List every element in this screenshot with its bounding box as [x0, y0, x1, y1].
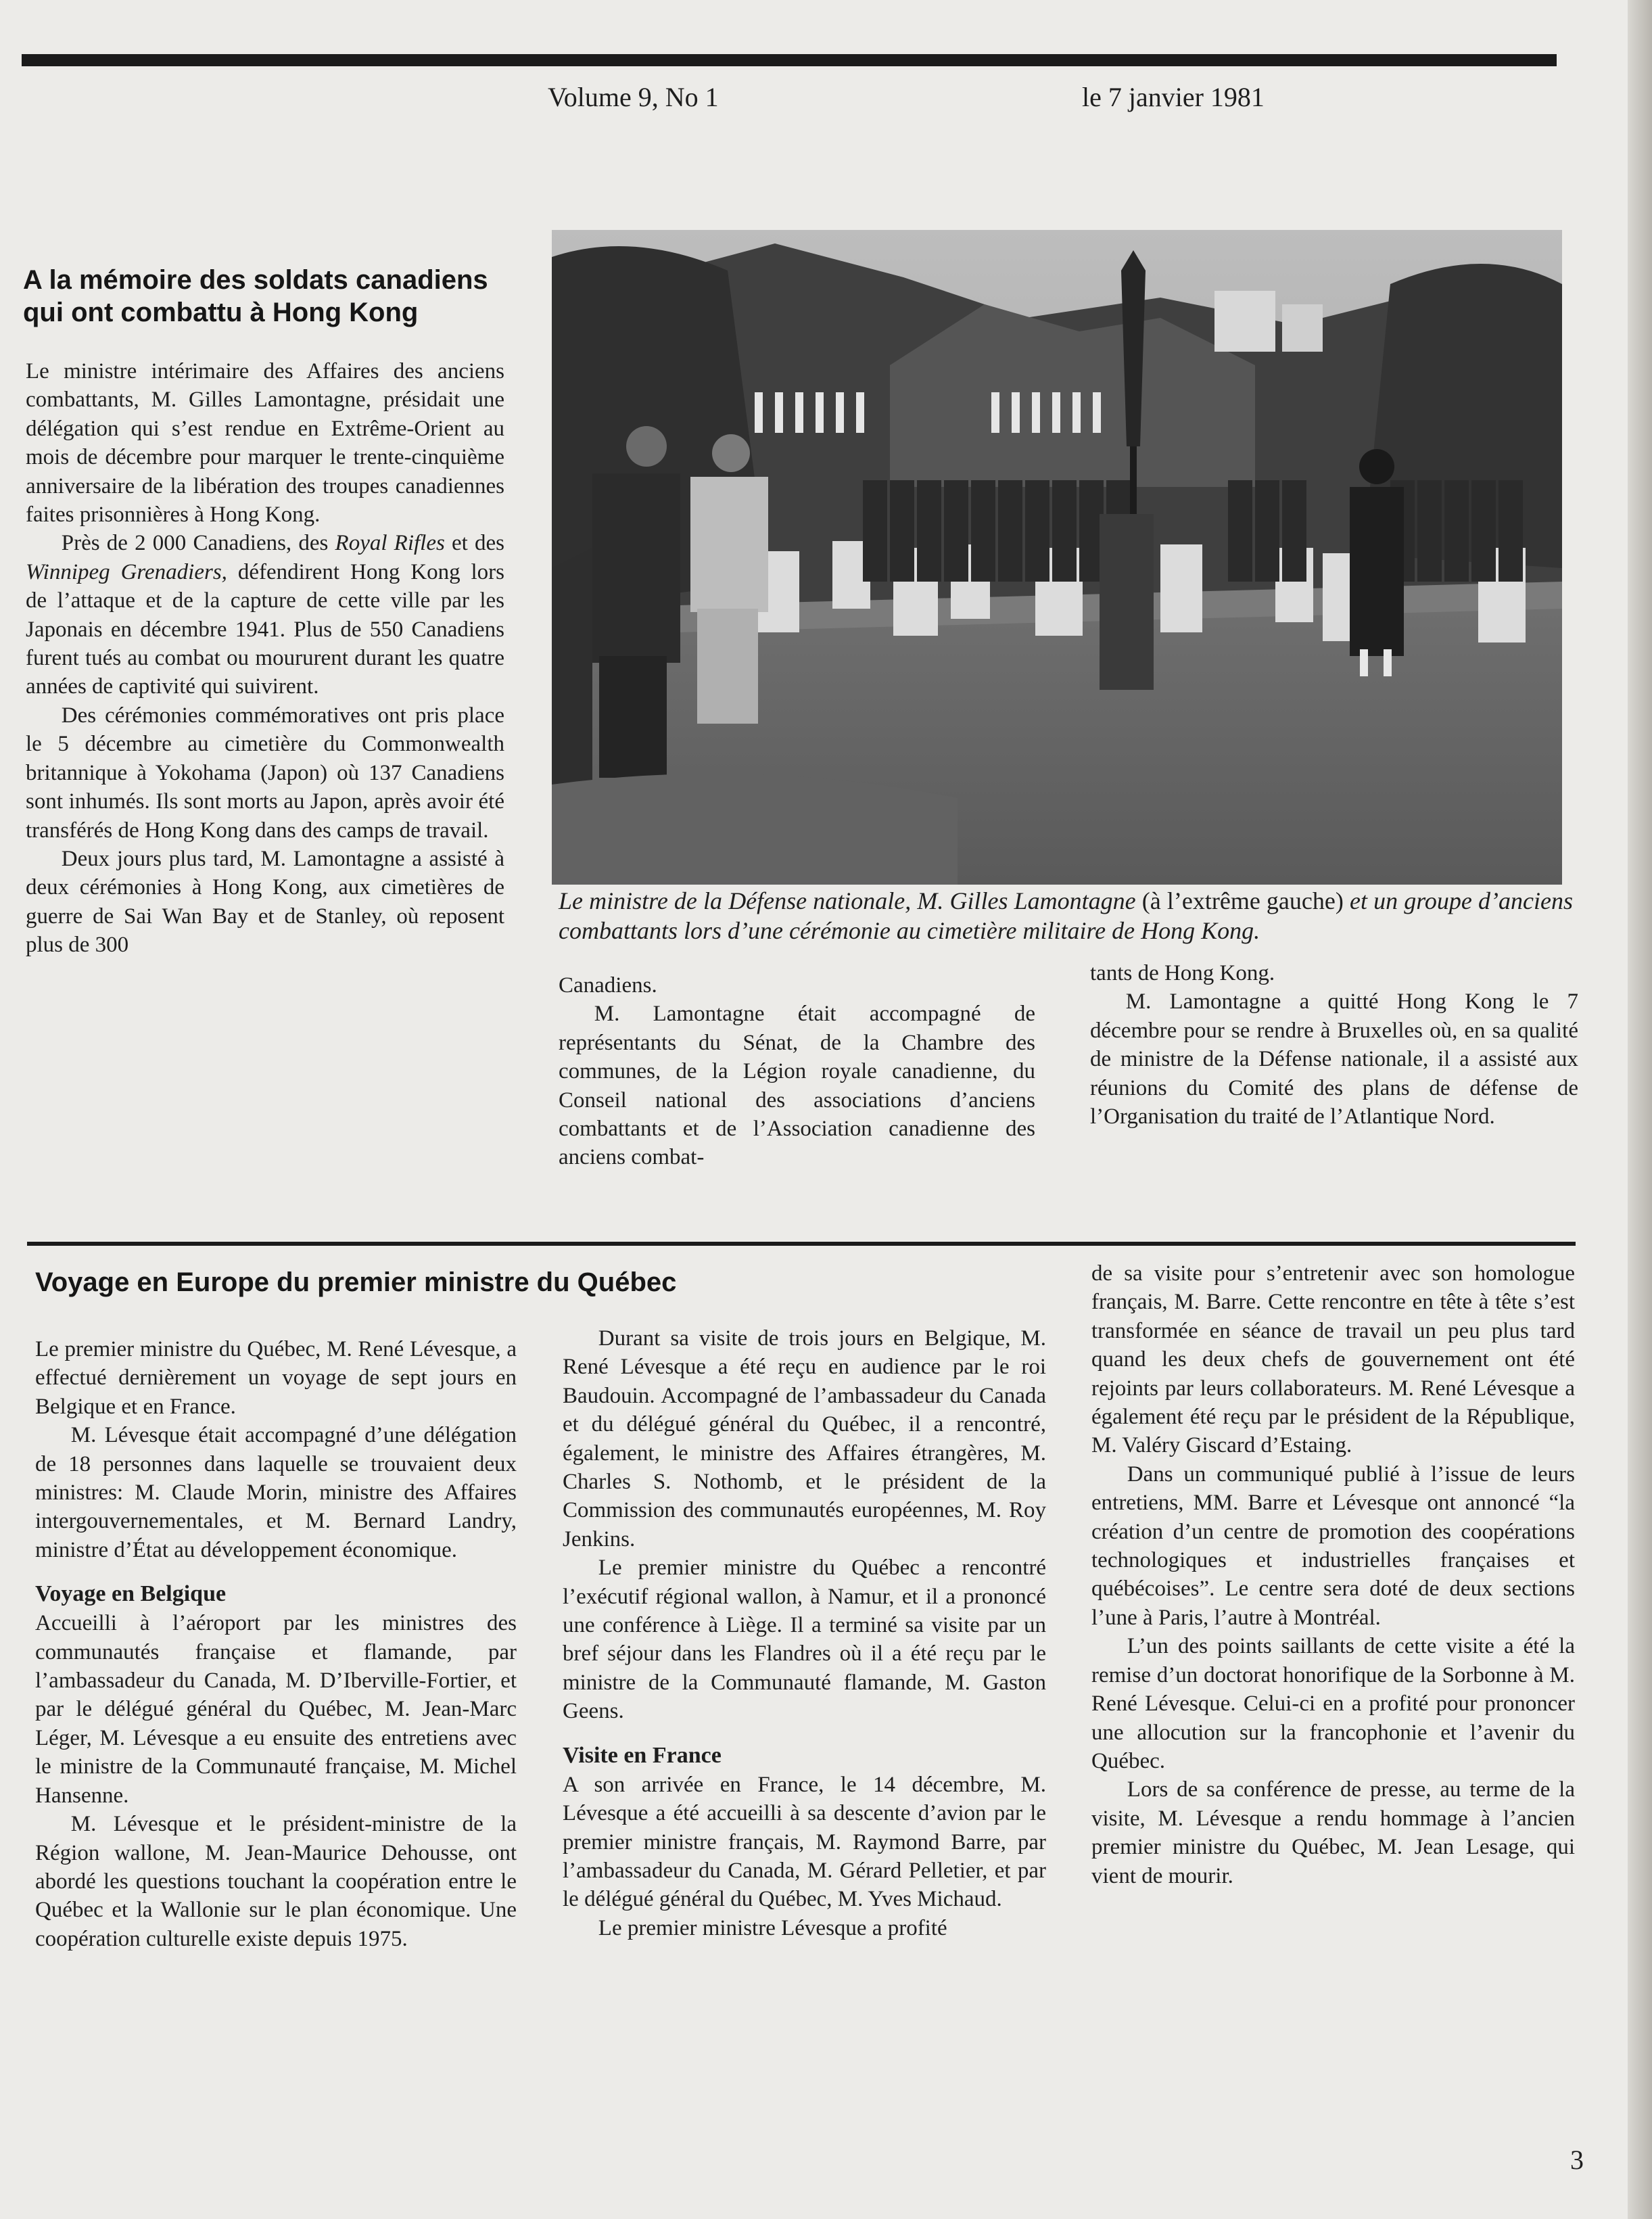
article-1-column-2: [559, 971, 1035, 1172]
article-1-headline: A la mémoire des soldats canadiens qui ont combattu à Hong Kong: [23, 265, 488, 327]
paragraph: M. Lévesque était accompagné d’une délégation de 18 personnes dans laquelle se trouvaient deux ministres: M. Claude Morin, ministre des Affaires intergouvernementales, et M. Bernard Landry, ministre d’État au développement économique.: [35, 1423, 517, 1562]
article-2-column-2: [563, 1324, 1046, 1942]
paragraph: A son arrivée en France, le 14 décembre, M. Lévesque a été accueilli à sa descente d’avion par le premier ministre français, M. Raymond Barre, par l’ambassadeur du Canada, M. Gérard Pelletier, et par le délégué général du Québec, M. Yves Michaud.: [563, 1772, 1046, 1912]
paragraph: Le premier ministre du Québec a rencontré l’exécutif régional wallon, à Namur, et il a prononcé une conférence à Liège. Il a terminé sa visite par un bref séjour dans les Flandres où il a été reçu par le ministre de la Communauté flamande, M. Gaston Geens.: [563, 1556, 1046, 1724]
section-rule: [27, 1242, 1576, 1246]
paragraph: L’un des points saillants de cette visite a été la remise d’un doctorat honorifique de la Sorbonne à M. René Lévesque. Celui-ci en a profité pour prononcer une allocution sur la francophonie et l’avenir du Québec.: [1091, 1634, 1575, 1773]
photo-caption: Le ministre de la Défense nationale, M. Gilles Lamontagne (à l’extrême gauche) et un groupe d’anciens combattants lors d’une cérémonie au cimetière militaire de Hong Kong.: [559, 887, 1573, 944]
paragraph: M. Lamontagne était accompagné de représentants du Sénat, de la Chambre des communes, de la Légion royale canadienne, du Conseil national des associations d’anciens combattants et de l’Association canadienne des anciens combat-: [559, 1002, 1035, 1170]
subheading: Voyage en Belgique: [35, 1581, 227, 1607]
volume-number: Volume 9, No 1: [548, 82, 719, 112]
paragraph: de sa visite pour s’entretenir avec son homologue français, M. Barre. Cette rencontre en tête à tête s’est transformée en séance de travail un peu plus tard quand les deux chefs de gouvernement ont été rejoints par leurs collaborateurs. M. René Lévesque a également été reçu par le président de la République, M. Valéry Giscard d’Estaing.: [1091, 1261, 1575, 1458]
article-2-headline: Voyage en Europe du premier ministre du Québec: [35, 1267, 677, 1297]
subheading: Visite en France: [563, 1742, 722, 1768]
paragraph: Le premier ministre Lévesque a profité: [598, 1915, 947, 1940]
page-edge: [1628, 0, 1652, 2219]
article-1-column-1: [26, 357, 504, 960]
paragraph: Le premier ministre du Québec, M. René Lévesque, a effectué dernièrement un voyage de sept jours en Belgique et en France.: [35, 1337, 517, 1419]
top-rule: [22, 54, 1557, 66]
paragraph: Dans un communiqué publié à l’issue de leurs entretiens, MM. Barre et Lévesque ont annoncé “la création d’un centre de promotion des coopérations technologiques et industrielles françaises et québécoises”. Le centre sera doté de deux sections l’une à Paris, l’autre à Montréal.: [1091, 1462, 1575, 1630]
paragraph: Durant sa visite de trois jours en Belgique, M. René Lévesque a été reçu en audience par le roi Baudouin. Accompagné de l’ambassadeur du Canada et du délégué général du Québec, il a rencontré, également, le ministre des Affaires étrangères, M. Charles S. Nothomb, et le président de la Commission des communautés européennes, M. Roy Jenkins.: [563, 1326, 1046, 1551]
paragraph: Deux jours plus tard, M. Lamontagne a assisté à deux cérémonies à Hong Kong, aux cimetières de guerre de Sai Wan Bay et de Stanley, où reposent plus de 300: [26, 846, 504, 958]
paragraph: M. Lamontagne a quitté Hong Kong le 7 décembre pour se rendre à Bruxelles où, en sa qualité de ministre de la Défense nationale, il a assisté aux réunions du Comité des plans de défense de l’Organisation du traité de l’Atlantique Nord.: [1090, 989, 1578, 1129]
paragraph: Le ministre intérimaire des Affaires des anciens combattants, M. Gilles Lamontagne, présidait une délégation qui s’est rendue en Extrême-Orient au mois de décembre pour marquer le trente-cinquième anniversaire de la libération des troupes canadiennes faites prisonnières à Hong Kong.: [26, 359, 504, 528]
paragraph: Accueilli à l’aéroport par les ministres des communautés française et flamande, par l’ambassadeur du Canada, M. D’Iberville-Fortier, et par le délégué général du Québec, M. Jean-Marc Léger, M. Lévesque a eu ensuite des entretiens avec le ministre de la Communauté française, M. Michel Hansenne.: [35, 1611, 517, 1808]
article-1-column-3: [1090, 959, 1578, 1131]
paragraph: Canadiens.: [559, 973, 657, 998]
article-2-column-1: [35, 1335, 517, 1953]
paragraph: Des cérémonies commémoratives ont pris place le 5 décembre au cimetière du Commonwealth britannique à Yokohama (Japon) où 137 Canadiens sont inhumés. Ils sont morts au Japon, après avoir été transférés de Hong Kong dans des camps de travail.: [26, 703, 504, 843]
issue-date: le 7 janvier 1981: [1082, 82, 1265, 112]
paragraph: Près de 2 000 Canadiens, des Royal Rifles et des Winnipeg Grenadiers, défendirent Hong Kong lors de l’attaque et de la capture de cette ville par les Japonais en décembre 1941. Plus de 550 Canadiens furent tués au combat ou moururent durant les quatre années de captivité qui suivirent.: [26, 531, 505, 699]
article-2-column-3: [1091, 1259, 1575, 1890]
paragraph: M. Lévesque et le président-ministre de la Région wallone, M. Jean-Maurice Dehousse, ont abordé les questions touchant la coopération entre le Québec et la Wallonie sur le plan économique. Une coopération culturelle existe depuis 1975.: [35, 1812, 517, 1951]
paragraph: tants de Hong Kong.: [1090, 961, 1275, 985]
paragraph: Lors de sa conférence de presse, au terme de la visite, M. Lévesque a rendu hommage à l’ancien premier ministre du Québec, M. Jean Lesage, qui vient de mourir.: [1091, 1777, 1575, 1888]
page-number: 3: [1570, 2145, 1584, 2175]
ceremony-photo: [552, 230, 1562, 885]
